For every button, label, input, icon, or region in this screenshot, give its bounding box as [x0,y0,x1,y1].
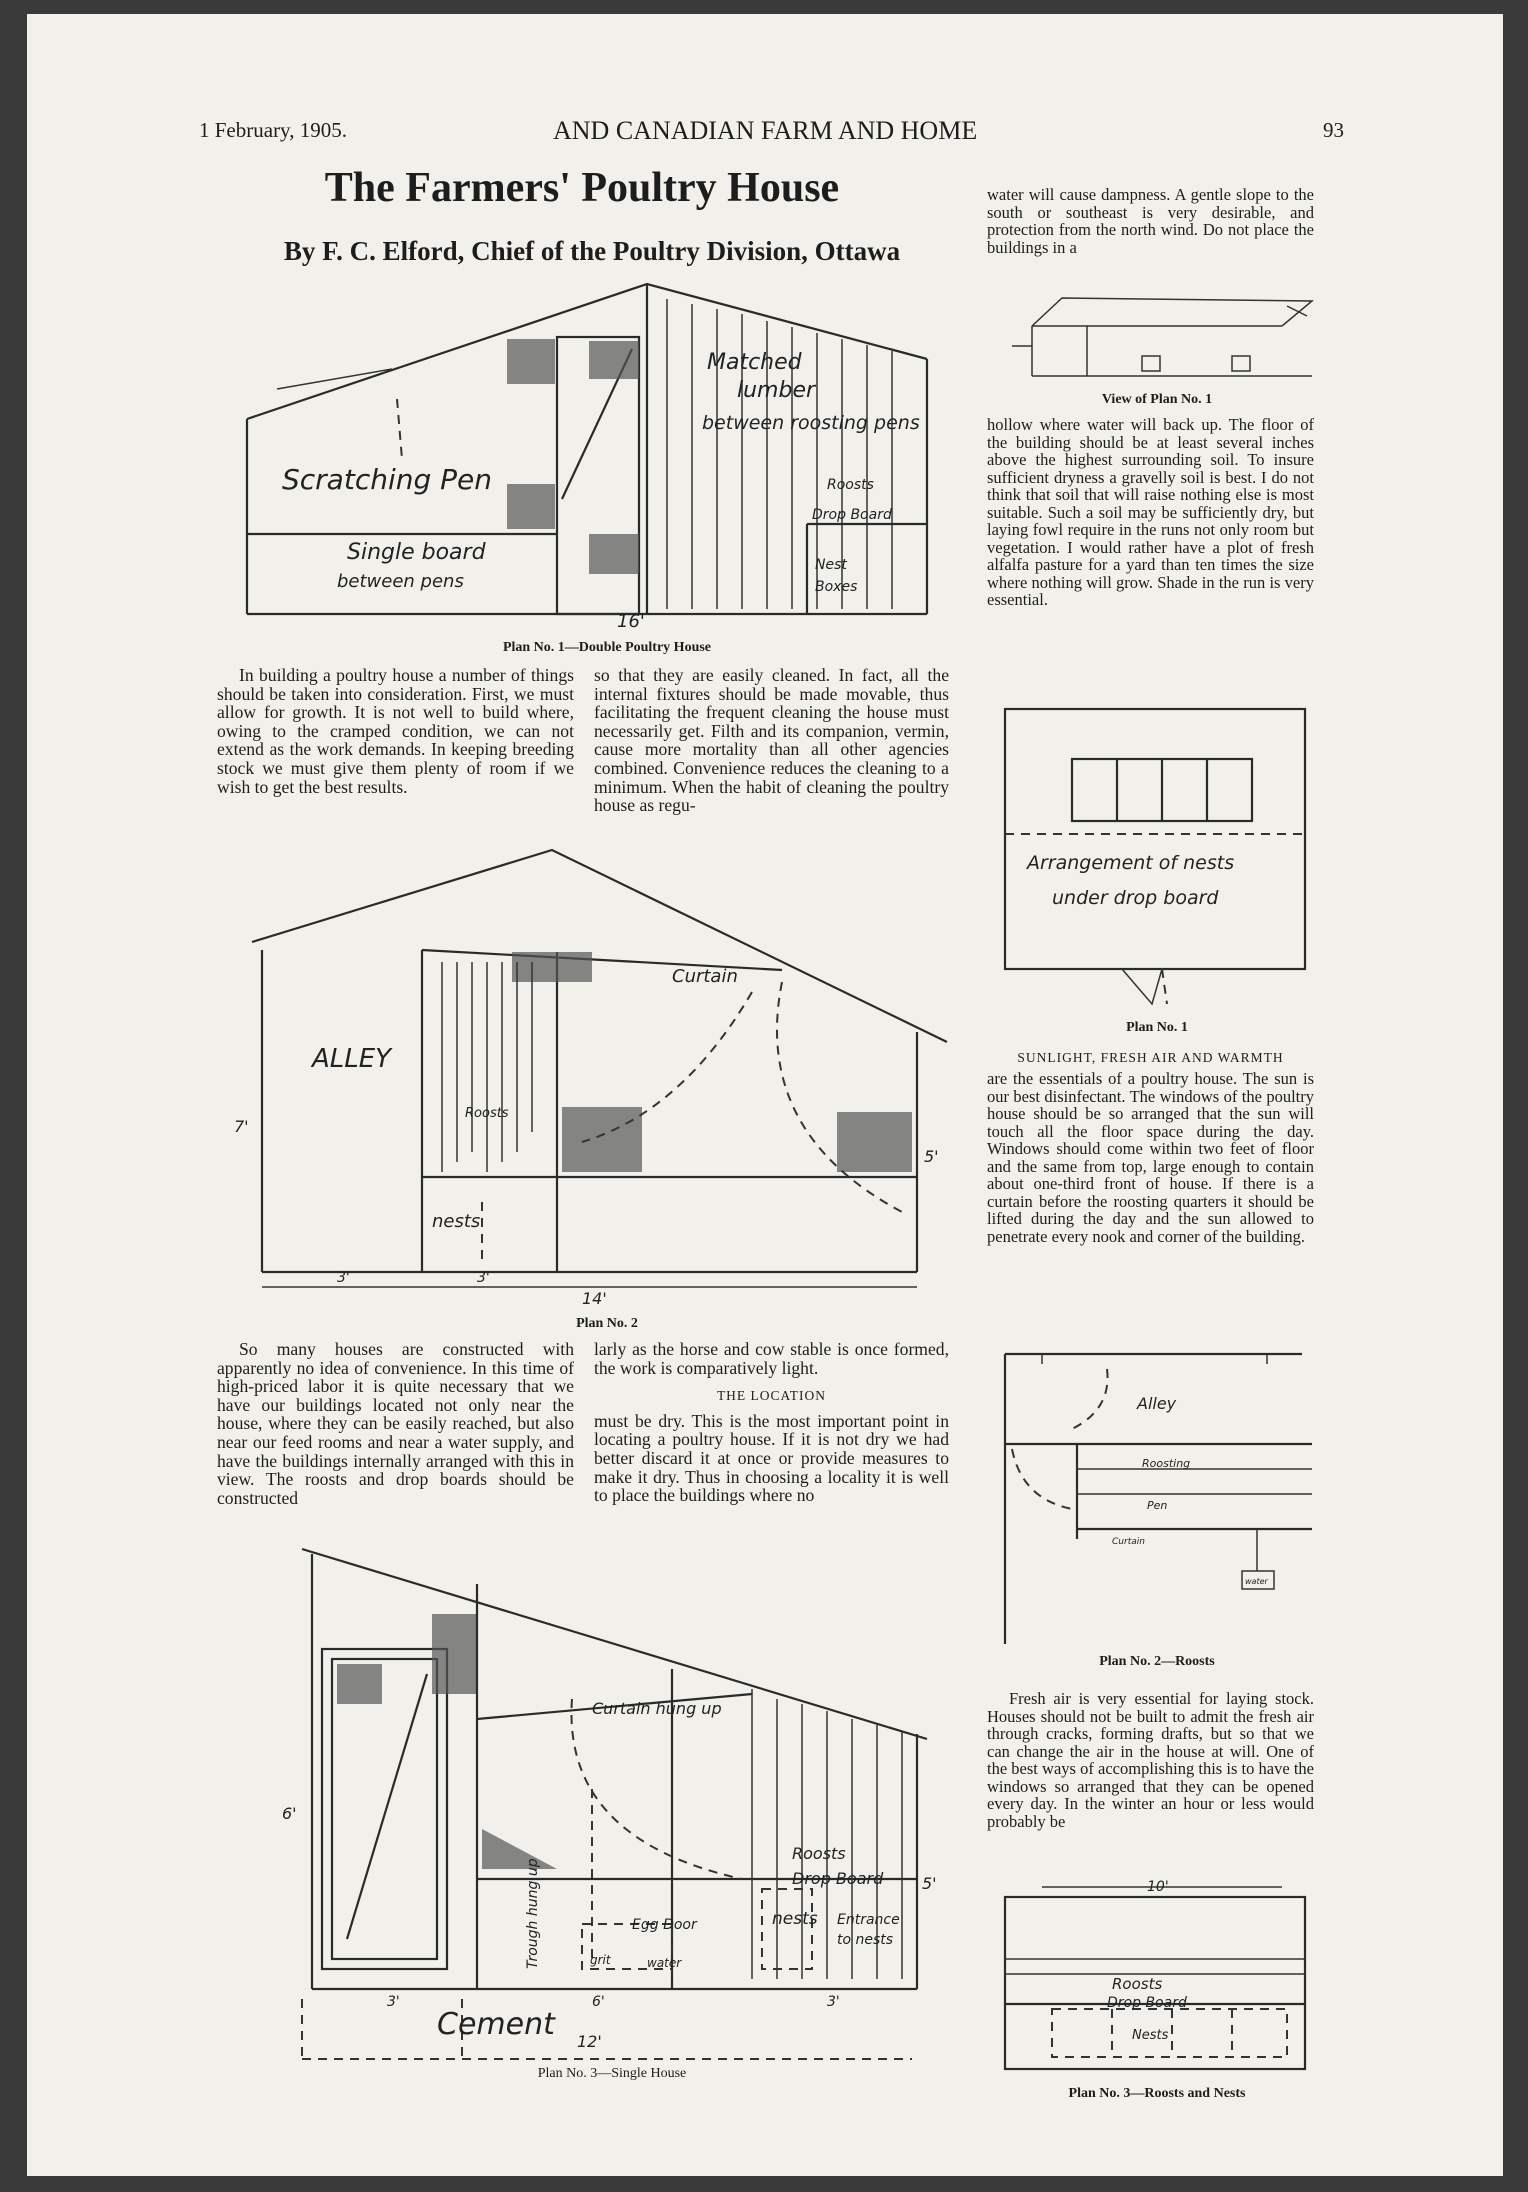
plan-2-drawing [234,832,952,1312]
plan-3-label-height-left: 6' [282,1804,297,1823]
plan-3-label-roosts: Roosts [792,1844,846,1863]
plan-1-caption: Plan No. 1—Double Poultry House [502,640,712,655]
paragraph-growth: In building a poultry house a number of things should be taken into consideration. First, we must allow for growth. It is not well to build where, owing to the cramped condition, we can not extend as the work demands. In keeping breeding stock we must give them plenty of room if we wish to get the best results. [217,665,574,797]
plan-1-label-lumber: lumber [737,378,816,403]
paragraph-stable: larly as the horse and cow stable is once formed, the work is comparatively light. [594,1339,949,1378]
plan-2-label-nests: nests [432,1211,481,1232]
plan-3-label-egg-door: Egg Door [632,1917,697,1933]
paragraph-sunlight: are the essentials of a poultry house. The sun is our best disinfectant. The windows of the poultry house should be so arranged that the sun will touch all the floor space during the day. Windows should come within two feet of floor and the same from top, large enough to contain about one-third front of house. If there is a curtain before the roosting quarters it should be lifted during the day and the sun allowed to penetrate every nook and corner of the building. [987,1069,1314,1246]
plan-3-label-to-nests: to nests [837,1932,894,1948]
plan-2-label-height-right: 5' [924,1147,939,1166]
column-3-part-4 [987,1690,1314,1830]
roosts-2-label-pen: Pen [1147,1499,1168,1512]
column-3-part-3 [987,1070,1314,1245]
plan-3-label-dim-c: 3' [827,1994,840,2010]
plan-3-label-width: 12' [577,2032,602,2051]
column-1-part-1 [217,666,574,796]
roosts-3-caption: Plan No. 3—Roosts and Nests [1068,2086,1246,2101]
plan-3-drawing [272,1539,937,2059]
column-2-part-1 [594,666,949,815]
plan-1-label-between-roosting: between roosting pens [702,412,920,434]
plan-1-label-drop-board: Drop Board [812,507,892,523]
plan-2-label-height-left: 7' [234,1117,249,1136]
plan-2-caption: Plan No. 2 [576,1316,638,1331]
roosts-3-label-nests: Nests [1132,2028,1169,2043]
plan-3-label-trough: Trough hung up [525,1858,541,1969]
column-3-part-1 [987,186,1314,256]
plan-3-label-dim-a: 3' [387,1994,400,2010]
page-number: 93 [1323,118,1344,142]
plan-2-label-dim-b: 3' [477,1270,490,1286]
plan-3-label-nests: nests [772,1909,818,1929]
nests-1-line-1: Arrangement of nests [1027,852,1235,874]
roosts-2-label-alley: Alley [1137,1394,1177,1413]
plan-3-label-dim-b: 6' [592,1994,605,2010]
paragraph-convenience: So many houses are constructed with apparently no idea of convenience. In this time of high-priced labor it is quite necessary that we have our buildings located not only near the house, where they can be easily reached, but also near our feed rooms and near a water supply, and have the buildings internally arranged with this in view. The roosts and drop boards should be constructed [217,1339,574,1508]
nests-1-line-2: under drop board [1052,887,1219,909]
plan-3-label-grit: grit [590,1953,611,1967]
paragraph-floor-soil: hollow where water will back up. The floor of the building should be at least several inches above the highest surrounding soil. To insure sufficient dryness a gravelly soil is best. I do not think that soil that will raise nothing else is most suitable. Such a soil may be sufficiently dry, but laying fowl require in the runs not only room but vegetation. I would rather have a plot of fresh alfalfa pasture for a yard than ten times the size where nothing will grow. Shade in the run is very essential. [987,415,1314,609]
roosts-2-label-curtain: Curtain [1112,1537,1145,1547]
roosts-2-caption: Plan No. 2—Roosts [1099,1654,1215,1669]
column-1-part-2 [217,1340,574,1507]
article-title: The Farmers' Poultry House [324,165,840,211]
roosts-3-label-drop-board: Drop Board [1107,1995,1187,2011]
paragraph-dampness: water will cause dampness. A gentle slope to the south or southeast is very desirable, and protection from the north wind. Do not place the buildings in a [987,185,1314,257]
plan-2-label-dim-a: 3' [337,1270,350,1286]
plan-3-label-height-right: 5' [922,1874,937,1893]
plan-1-label-nest: Nest [815,557,847,573]
plan-1-label-width: 16' [617,611,645,632]
roosts-3-drawing [1002,1879,1312,2079]
plan-3-label-drop-board: Drop Board [792,1869,884,1888]
paragraph-cleaning: so that they are easily cleaned. In fact, all the internal fixtures should be made movable, thus facilitating the frequent cleaning the house must necessarily get. Filth and its companion, vermin, cause more mortality than all other agencies combined. Convenience reduces the cleaning to a minimum. When the habit of cleaning the poultry house as regu- [594,665,949,816]
nests-1-caption: Plan No. 1 [1126,1020,1188,1035]
plan-2-label-width: 14' [582,1289,607,1308]
column-2-part-2 [594,1340,949,1505]
plan-3-label-entrance: Entrance [837,1912,900,1928]
plan-1-label-roosts: Roosts [827,477,874,493]
plan-1-drawing [237,269,937,632]
sunlight-heading: SUNLIGHT, FRESH AIR AND WARMTH [1017,1050,1284,1065]
issue-date: 1 February, 1905. [199,118,347,142]
plan-3-caption: Plan No. 3—Single House [537,2066,687,2081]
roosts-3-label-width: 10' [1147,1879,1169,1895]
column-3-part-2 [987,416,1314,609]
nests-1-drawing [1002,704,1312,1014]
view-1-drawing [1002,286,1312,386]
plan-2-label-roosts: Roosts [465,1106,509,1121]
plan-1-label-scratching: Scratching Pen [282,463,493,496]
plan-1-label-matched: Matched [707,350,802,375]
journal-name: AND CANADIAN FARM AND HOME [553,116,978,145]
paragraph-location: must be dry. This is the most important point in locating a poultry house. If it is not dry we had better discard it at once or provide measures to make it dry. Thus in choosing a locality it is well to place the buildings where no [594,1410,949,1506]
view-1-caption: View of Plan No. 1 [1101,392,1213,407]
plan-1-label-between-pens: between pens [337,571,464,592]
plan-3-label-water: water [647,1956,682,1970]
paragraph-fresh-air: Fresh air is very essential for laying stock. Houses should not be built to admit the fresh air through cracks, forming drafts, but so that we can change the air in the house at will. One of the best ways of accomplishing this is to have the windows so arranged that they can be opened every day. In the winter an hour or less would probably be [987,1689,1314,1831]
roosts-2-drawing [1002,1349,1312,1649]
roosts-2-label-roosting: Roosting [1142,1457,1191,1470]
plan-3-label-curtain: Curtain hung up [592,1699,722,1718]
plan-3-label-cement: Cement [437,2007,555,2042]
location-heading: THE LOCATION [716,1388,827,1404]
roosts-2-label-water: water [1245,1577,1268,1586]
plan-1-label-single-board: Single board [347,540,486,565]
roosts-3-label-roosts: Roosts [1112,1975,1163,1993]
magazine-page [27,14,1503,2176]
article-byline: By F. C. Elford, Chief of the Poultry Division, Ottawa [283,236,901,266]
plan-1-label-boxes: Boxes [815,579,858,595]
plan-2-label-curtain: Curtain [672,966,738,987]
plan-2-label-alley: ALLEY [312,1044,392,1074]
